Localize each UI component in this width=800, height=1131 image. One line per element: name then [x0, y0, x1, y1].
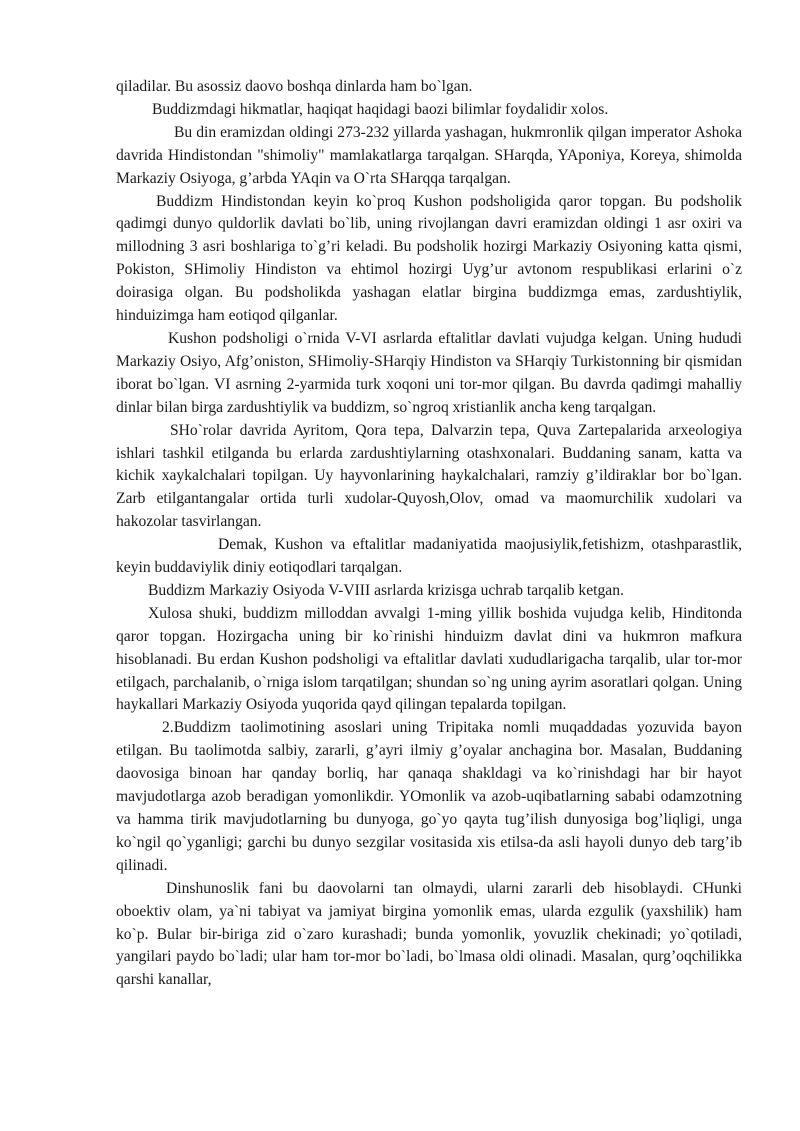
- paragraph-9: Xulosa shuki, buddizm milloddan avvalgi 1-ming yillik boshida vujudga kelib, Hinditonda qaror topgan. Hozirgacha uning bir ko`rinishi hinduizm davlat dini va hukmron mafkura hisoblanadi. Bu erdan Kushon podsholigi va eftalitlar davlati xududlarigacha tarqalib, ular tor-mor etilgach, parchalanib, o`rniga islom tarqatilgan; shundan so`ng uning ayrim asoratlari qolgan. Uning haykallari Markaziy Osiyoda yuqorida qayd qilingan tepalarda topilgan.: [116, 604, 742, 714]
- document-page: [116, 76, 742, 992]
- paragraph-1: qiladilar. Bu asossiz daovo boshqa dinlarda ham bo`lgan.: [116, 78, 473, 95]
- paragraph-4: Buddizm Hindistondan keyin ko`proq Kushon podsholigida qaror topgan. Bu podsholik qadimgi dunyo quldorlik davlati bo`lib, uning rivojlangan davri eramizdan oldingi 1 asr oxiri va millodning 3 asri boshlariga to`g’ri keladi. Bu podsholik hozirgi Markaziy Osiyoning katta qismi, Pokiston, SHimoliy Hindiston va ehtimol hozirgi Uyg’ur avtonom respublikasi erlarini o`z doirasiga olgan. Bu podsholikda yashagan elatlar birgina buddizmga emas, zardushtiylik, hinduizimga ham eotiqod qilganlar.: [116, 192, 742, 325]
- paragraph-6: SHo`rolar davrida Ayritom, Qora tepa, Dalvarzin tepa, Quva Zartepalarida arxeologiya ishlari tashkil etilganda bu erlarda zardushtiylarning otashxonalari. Buddaning sanam, katta va kichik xaykalchalari topilgan. Uy hayvonlarining haykalchalari, ramziy g’ildiraklar bor bo`lgan. Zarb etilgantangalar ortida turli xudolar-Quyosh,Olov, omad va maomurchilik xudolari va hakozolar tasvirlangan.: [116, 421, 742, 531]
- paragraph-7: Demak, Kushon va eftalitlar madaniyatida maojusiylik,fetishizm, otashparastlik, keyin buddaviylik diniy eotiqodlari tarqalgan.: [116, 536, 742, 577]
- paragraph-11: Dinshunoslik fani bu daovolarni tan olmaydi, ularni zararli deb hisoblaydi. CHunki oboektiv olam, ya`ni tabiyat va jamiyat birgina yomonlik emas, ularda ezgulik (yaxshilik) ham ko`p. Bular bir-biriga zid o`zaro kurashadi; bunda yomonlik, yovuzlik chekinadi; yo`qotiladi, yangilari paydo bo`ladi; ular ham tor-mor bo`ladi, bo`lmasa oldi olinadi. Masalan, qurg’oqchilikka qarshi kanallar,: [116, 879, 742, 989]
- paragraph-10: 2.Buddizm taolimotining asoslari uning Tripitaka nomli muqaddadas yozuvida bayon etilgan. Bu taolimotda salbiy, zararli, g’ayri ilmiy g’oyalar anchagina bor. Masalan, Buddaning daovosiga binoan har qanday borliq, har qanaqa shakldagi va ko`rinishdagi har bir hayot mavjudotlarga azob beradigan yomonlikdir. YOmonlik va azob-uqibatlarning sababi odamzotning va hamma tirik mavjudotlarning bu dunyoga, go`yo qayta tug’ilish dunyosiga bog’liqligi, unga ko`ngil qo`yganligi; garchi bu dunyo sezgilar vositasida xis etilsa-da asli hayoli dunyo deb targ’ib qilinadi.: [116, 719, 742, 874]
- paragraph-5: Kushon podsholigi o`rnida V-VI asrlarda eftalitlar davlati vujudga kelgan. Uning hududi Markaziy Osiyo, Afg’oniston, SHimoliy-SHarqiy Hindiston va SHarqiy Turkistonning bir qismidan iborat bo`lgan. VI asrning 2-yarmida turk xoqoni uni tor-mor qilgan. Bu davrda qadimgi mahalliy dinlar bilan birga zardushtiylik va buddizm, so`ngroq xristianlik ancha keng tarqalgan.: [116, 329, 742, 416]
- paragraph-3: Bu din eramizdan oldingi 273-232 yillarda yashagan, hukmronlik qilgan imperator Ashoka davrida Hindistondan "shimoliy" mamlakatlarga tarqalgan. SHarqda, YAponiya, Koreya, shimolda Markaziy Osiyoga, g’arbda YAqin va O`rta SHarqqa tarqalgan.: [116, 123, 742, 187]
- paragraph-2: Buddizmdagi hikmatlar, haqiqat haqidagi baozi bilimlar foydalidir xolos.: [152, 100, 609, 118]
- paragraph-8: Buddizm Markaziy Osiyoda V-VIII asrlarda krizisga uchrab tarqalib ketgan.: [148, 581, 624, 599]
